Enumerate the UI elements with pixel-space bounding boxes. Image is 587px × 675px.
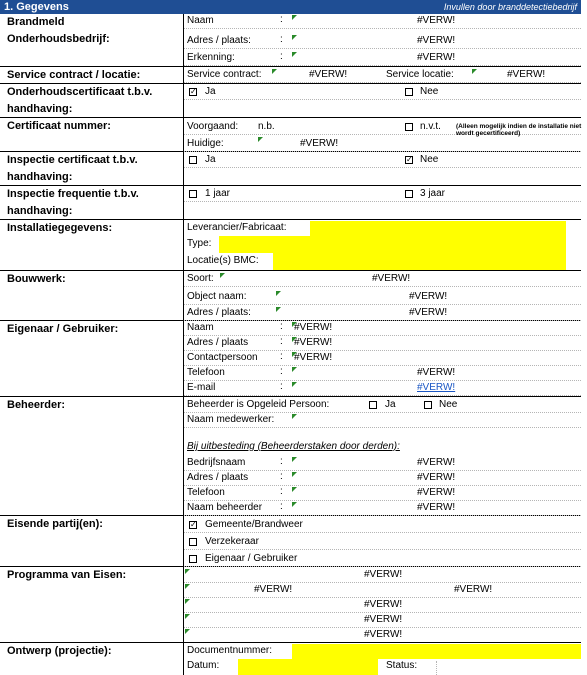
field-label: Erkenning:: [187, 52, 235, 63]
value-error: #VERW!: [417, 457, 456, 468]
label-ontwerp: Ontwerp (projectie):: [7, 645, 112, 657]
pve-row-5[interactable]: [184, 628, 581, 643]
field-label: Telefoon: [187, 487, 225, 498]
field-row-beh-opgeleid[interactable]: [184, 398, 581, 413]
section-header: [0, 0, 581, 14]
comment-marker-icon: [185, 614, 190, 619]
field-row-adres[interactable]: [184, 34, 581, 49]
value-error: #VERW!: [417, 472, 456, 483]
comment-marker-icon: [185, 599, 190, 604]
label-onderhoud: Onderhoudscertificaat t.b.v. handhaving:: [7, 86, 153, 115]
option-label: Nee: [420, 154, 439, 165]
field-value: n.b.: [258, 121, 275, 132]
value-error: #VERW!: [364, 614, 403, 625]
checkbox-3-jaar[interactable]: [405, 190, 413, 198]
colon: :: [280, 14, 283, 25]
checkbox-nee[interactable]: ✓: [406, 155, 413, 164]
comment-marker-icon: [292, 414, 297, 419]
field-label: Naam: [187, 322, 214, 333]
field-row-eis-verzekeraar[interactable]: [184, 535, 581, 550]
label-inspectie-cert: Inspectie certificaat t.b.v. handhaving:: [7, 154, 138, 183]
field-row-huidige[interactable]: [184, 137, 581, 152]
label-bouwwerk: Bouwwerk:: [7, 273, 66, 285]
field-label: Bedrijfsnaam: [187, 457, 246, 468]
colon: :: [280, 51, 283, 62]
field-label: Datum:: [187, 660, 220, 671]
value-error: #VERW!: [417, 367, 456, 378]
checkbox-ja[interactable]: [189, 156, 197, 164]
field-row-eig-email[interactable]: [184, 381, 581, 396]
field-label: Contactpersoon: [187, 352, 258, 363]
field-label: Adres / plaats:: [187, 35, 251, 46]
option-label: Ja: [205, 154, 216, 165]
value-error: #VERW!: [417, 15, 456, 26]
option-label: Gemeente/Brandweer: [205, 519, 303, 530]
field-label: Naam beheerder: [187, 502, 263, 513]
label-inspectie-freq: Inspectie frequentie t.b.v. handhaving:: [7, 188, 139, 217]
value-error: #VERW!: [454, 584, 493, 595]
subheading-uitbesteding: Bij uitbesteding (Beheerderstaken door derden):: [187, 441, 400, 452]
field-row-inspectie-cert[interactable]: [184, 153, 581, 168]
checkbox-ja[interactable]: [369, 401, 377, 409]
field-row-eig-naam[interactable]: [184, 321, 581, 336]
field-label: Naam: [187, 15, 214, 26]
field-label: Documentnummer:: [187, 645, 273, 656]
option-label: Ja: [385, 399, 396, 410]
input-status[interactable]: [436, 661, 582, 675]
field-label: Telefoon: [187, 367, 225, 378]
field-label: Adres / plaats: [187, 337, 249, 348]
field-row-locatie: [184, 254, 581, 269]
comment-marker-icon: [220, 273, 225, 278]
value-error: #VERW!: [294, 337, 333, 348]
field-row-voorgaand[interactable]: [184, 120, 581, 135]
field-label: Voorgaand:: [187, 121, 239, 132]
option-label: Nee: [439, 399, 458, 410]
label-brandmeld: Brandmeld Onderhoudsbedrijf:: [7, 16, 110, 45]
checkbox-1-jaar[interactable]: [189, 190, 197, 198]
field-row-type: [184, 237, 581, 252]
field-row-inspectie-freq[interactable]: [184, 187, 581, 202]
value-error: #VERW!: [507, 69, 546, 80]
checkbox-nee[interactable]: [405, 88, 413, 96]
option-label: Nee: [420, 86, 439, 97]
checkbox-verzekeraar[interactable]: [189, 538, 197, 546]
checkbox-nvt[interactable]: [405, 123, 413, 131]
field-label: Leverancier/Fabricaat:: [187, 222, 287, 233]
label-eisende: Eisende partij(en):: [7, 518, 103, 530]
field-label: E-mail: [187, 382, 216, 393]
colon: :: [280, 321, 283, 332]
comment-marker-icon: [258, 137, 263, 142]
field-row-documentnummer: [184, 644, 581, 659]
value-error: #VERW!: [364, 569, 403, 580]
field-row-bouw-adres[interactable]: [184, 306, 581, 321]
comment-marker-icon: [292, 15, 297, 20]
value-error: #VERW!: [294, 352, 333, 363]
field-row-service[interactable]: [184, 68, 581, 83]
checkbox-eigenaar[interactable]: [189, 555, 197, 563]
value-error: #VERW!: [409, 291, 448, 302]
comment-marker-icon: [292, 472, 297, 477]
comment-marker-icon: [292, 502, 297, 507]
label-certificaat: Certificaat nummer:: [7, 120, 111, 132]
option-label: Verzekeraar: [205, 536, 259, 547]
comment-marker-icon: [185, 629, 190, 634]
value-error: #VERW!: [409, 307, 448, 318]
field-label: Object naam:: [187, 291, 247, 302]
field-row-leverancier: [184, 221, 581, 236]
field-row-onderhoud[interactable]: [184, 85, 581, 100]
field-label: Service contract:: [187, 69, 262, 80]
option-label: 1 jaar: [205, 188, 231, 199]
value-error: #VERW!: [364, 629, 403, 640]
comment-marker-icon: [292, 487, 297, 492]
label-installatie: Installatiegegevens:: [7, 222, 113, 234]
pve-row-2[interactable]: [184, 583, 581, 598]
colon: :: [280, 486, 283, 497]
comment-marker-icon: [292, 52, 297, 57]
colon: :: [280, 336, 283, 347]
field-label: Adres / plaats:: [187, 307, 251, 318]
label-service: Service contract / locatie:: [7, 69, 141, 81]
comment-marker-icon: [292, 367, 297, 372]
comment-marker-icon: [292, 457, 297, 462]
field-label: Huidige:: [187, 138, 224, 149]
note-text: (Alleen mogelijk indien de installatie niet wordt gecertificeerd): [456, 123, 582, 137]
field-label: Service locatie:: [386, 69, 454, 80]
field-row-beh-medewerker[interactable]: [184, 413, 581, 428]
label-pve: Programma van Eisen:: [7, 569, 127, 581]
value-error: #VERW!: [364, 599, 403, 610]
email-link[interactable]: #VERW!: [417, 382, 456, 393]
label-beheerder: Beheerder:: [7, 399, 66, 411]
field-row-naam[interactable]: [184, 14, 581, 29]
section-title: 1. Gegevens: [4, 1, 69, 13]
value-error: #VERW!: [294, 322, 333, 333]
field-row-beh-adres[interactable]: [184, 471, 581, 486]
colon: :: [280, 351, 283, 362]
option-label: Ja: [205, 86, 216, 97]
pve-row-1[interactable]: [184, 568, 581, 583]
value-error: #VERW!: [417, 35, 456, 46]
value-error: #VERW!: [417, 487, 456, 498]
checkbox-ja[interactable]: ✓: [190, 87, 197, 96]
colon: :: [280, 456, 283, 467]
option-label: 3 jaar: [420, 188, 446, 199]
field-row-eig-contact[interactable]: [184, 351, 581, 366]
value-error: #VERW!: [309, 69, 348, 80]
subheading-row: [184, 440, 581, 455]
colon: :: [280, 381, 283, 392]
comment-marker-icon: [185, 584, 190, 589]
field-label: Type:: [187, 238, 212, 249]
field-label: Locatie(s) BMC:: [187, 255, 259, 266]
field-label: Soort:: [187, 273, 214, 284]
field-row-eig-telefoon[interactable]: [184, 366, 581, 381]
field-row-erkenning[interactable]: [184, 51, 581, 66]
field-label: Status:: [386, 660, 418, 671]
label-eigenaar: Eigenaar / Gebruiker:: [7, 323, 119, 335]
value-error: #VERW!: [372, 273, 411, 284]
field-row-beh-telefoon[interactable]: [184, 486, 581, 501]
checkbox-gemeente[interactable]: ✓: [190, 520, 197, 529]
colon: :: [280, 471, 283, 482]
value-error: #VERW!: [417, 52, 456, 63]
field-row-beh-naam[interactable]: [184, 501, 581, 516]
field-label: Beheerder is Opgeleid Persoon:: [187, 399, 330, 410]
comment-marker-icon: [292, 382, 297, 387]
comment-marker-icon: [276, 307, 281, 312]
field-label: Adres / plaats: [187, 472, 249, 483]
field-row-eis-eigenaar[interactable]: [184, 552, 581, 567]
pve-row-4[interactable]: [184, 613, 581, 628]
colon: :: [280, 366, 283, 377]
option-label: n.v.t.: [420, 121, 441, 132]
option-label: Eigenaar / Gebruiker: [205, 553, 298, 564]
checkbox-nee[interactable]: [424, 401, 432, 409]
colon: :: [280, 501, 283, 512]
comment-marker-icon: [276, 291, 281, 296]
comment-marker-icon: [185, 569, 190, 574]
field-row-object-naam[interactable]: [184, 290, 581, 305]
pve-row-3[interactable]: [184, 598, 581, 613]
field-label: Naam medewerker:: [187, 414, 275, 425]
field-row-soort[interactable]: [184, 272, 581, 287]
value-error: #VERW!: [417, 502, 456, 513]
comment-marker-icon: [292, 35, 297, 40]
value-error: #VERW!: [254, 584, 293, 595]
field-row-beh-bedrijf[interactable]: [184, 456, 581, 471]
colon: :: [280, 34, 283, 45]
value-error: #VERW!: [300, 138, 339, 149]
section-subtitle: Invullen door branddetectiebedrijf: [443, 2, 577, 12]
comment-marker-icon: [472, 69, 477, 74]
comment-marker-icon: [272, 69, 277, 74]
field-row-eig-adres[interactable]: [184, 336, 581, 351]
field-row-eis-gemeente[interactable]: [184, 518, 581, 533]
